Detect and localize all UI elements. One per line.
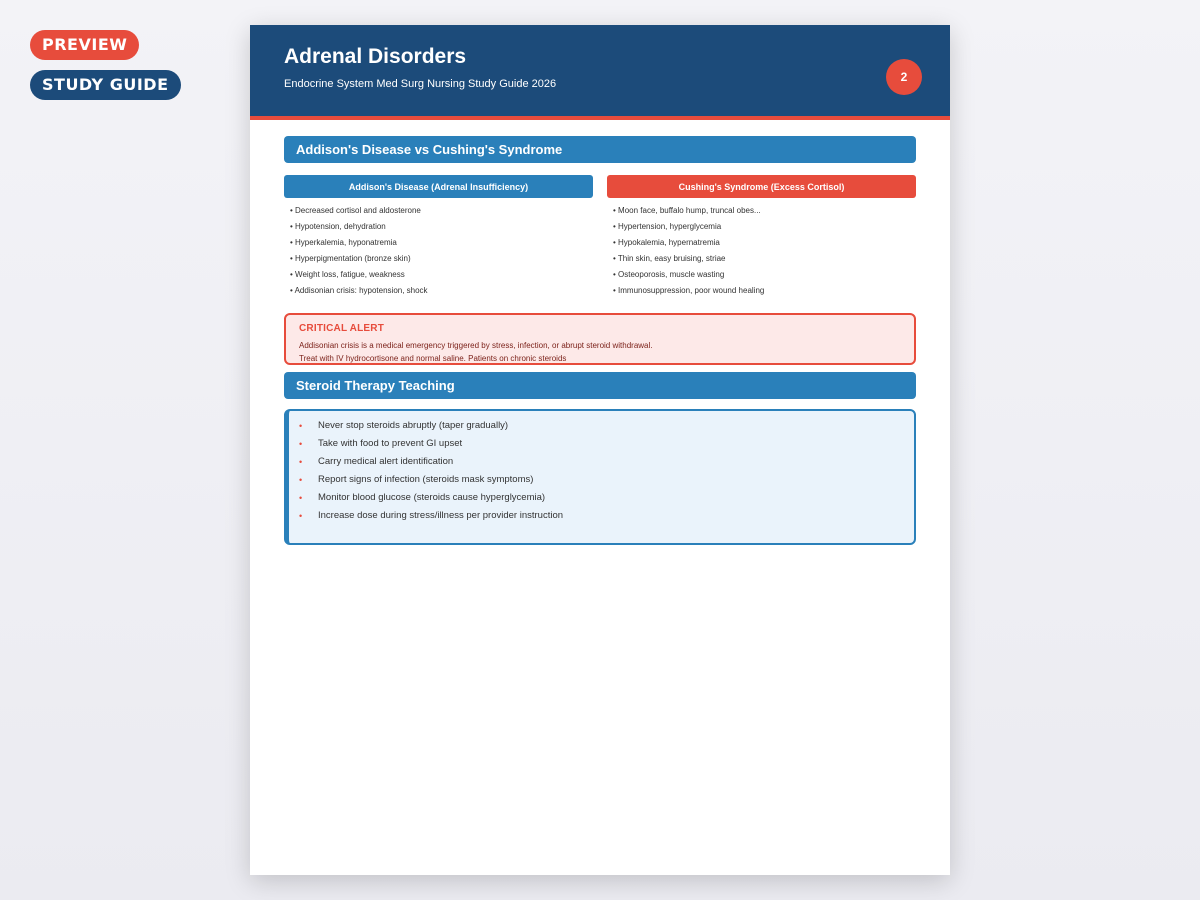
list-item-text: Increase dose during stress/illness per provider instruction [318,510,564,521]
list-item [299,509,563,527]
list-item: • Hypotension, dehydration [290,221,599,237]
list-item: • Addisonian crisis: hypotension, shock [290,285,599,301]
page-number-badge: 2 [886,59,922,95]
page-header [250,25,950,120]
addison-symptom-list [290,205,599,301]
steroid-teaching-list [299,419,563,527]
cushing-symptom-list [613,205,922,301]
bullet-icon: • [299,511,303,521]
bullet-icon: • [299,421,303,431]
steroid-section-heading: Steroid Therapy Teaching [284,372,916,399]
cushing-column-header: Cushing's Syndrome (Excess Cortisol) [607,175,916,198]
study-guide-badge: STUDY GUIDE [30,70,181,100]
list-item: • Hypokalemia, hypernatremia [613,237,922,253]
list-item: • Immunosuppression, poor wound healing [613,285,922,301]
critical-alert-box [284,313,916,365]
bullet-icon: • [299,439,303,449]
list-item: • Thin skin, easy bruising, striae [613,253,922,269]
list-item [299,491,563,509]
bullet-icon: • [299,493,303,503]
addison-column-header: Addison's Disease (Adrenal Insufficiency) [284,175,593,198]
comparison-section-heading: Addison's Disease vs Cushing's Syndrome [284,136,916,163]
list-item: • Hyperkalemia, hyponatremia [290,237,599,253]
bullet-icon: • [299,457,303,467]
alert-title: CRITICAL ALERT [299,323,385,334]
list-item-text: Monitor blood glucose (steroids cause hyperglycemia) [318,492,546,503]
list-item [299,473,563,491]
list-item [299,437,563,455]
page-subtitle: Endocrine System Med Surg Nursing Study Guide 2026 [284,78,557,90]
list-item-text: Never stop steroids abruptly (taper gradually) [318,420,509,431]
bullet-icon: • [299,475,303,485]
list-item [299,455,563,473]
steroid-teaching-box [284,409,916,545]
list-item-text: Take with food to prevent GI upset [318,438,463,449]
page-title: Adrenal Disorders [284,45,467,68]
list-item-text: Report signs of infection (steroids mask symptoms) [318,474,534,485]
list-item-text: Carry medical alert identification [318,456,454,467]
list-item: • Decreased cortisol and aldosterone [290,205,599,221]
list-item: • Osteoporosis, muscle wasting [613,269,922,285]
preview-badge: PREVIEW [30,30,139,60]
document-page [250,25,950,875]
alert-text: Addisonian crisis is a medical emergency triggered by stress, infection, or abrupt steroid withdrawal. Treat with IV hydrocortisone and normal saline. Patients on chronic steroids [299,341,653,363]
list-item: • Hyperpigmentation (bronze skin) [290,253,599,269]
list-item: • Hypertension, hyperglycemia [613,221,922,237]
list-item: • Weight loss, fatigue, weakness [290,269,599,285]
list-item [299,419,563,437]
list-item: • Moon face, buffalo hump, truncal obes... [613,205,922,221]
